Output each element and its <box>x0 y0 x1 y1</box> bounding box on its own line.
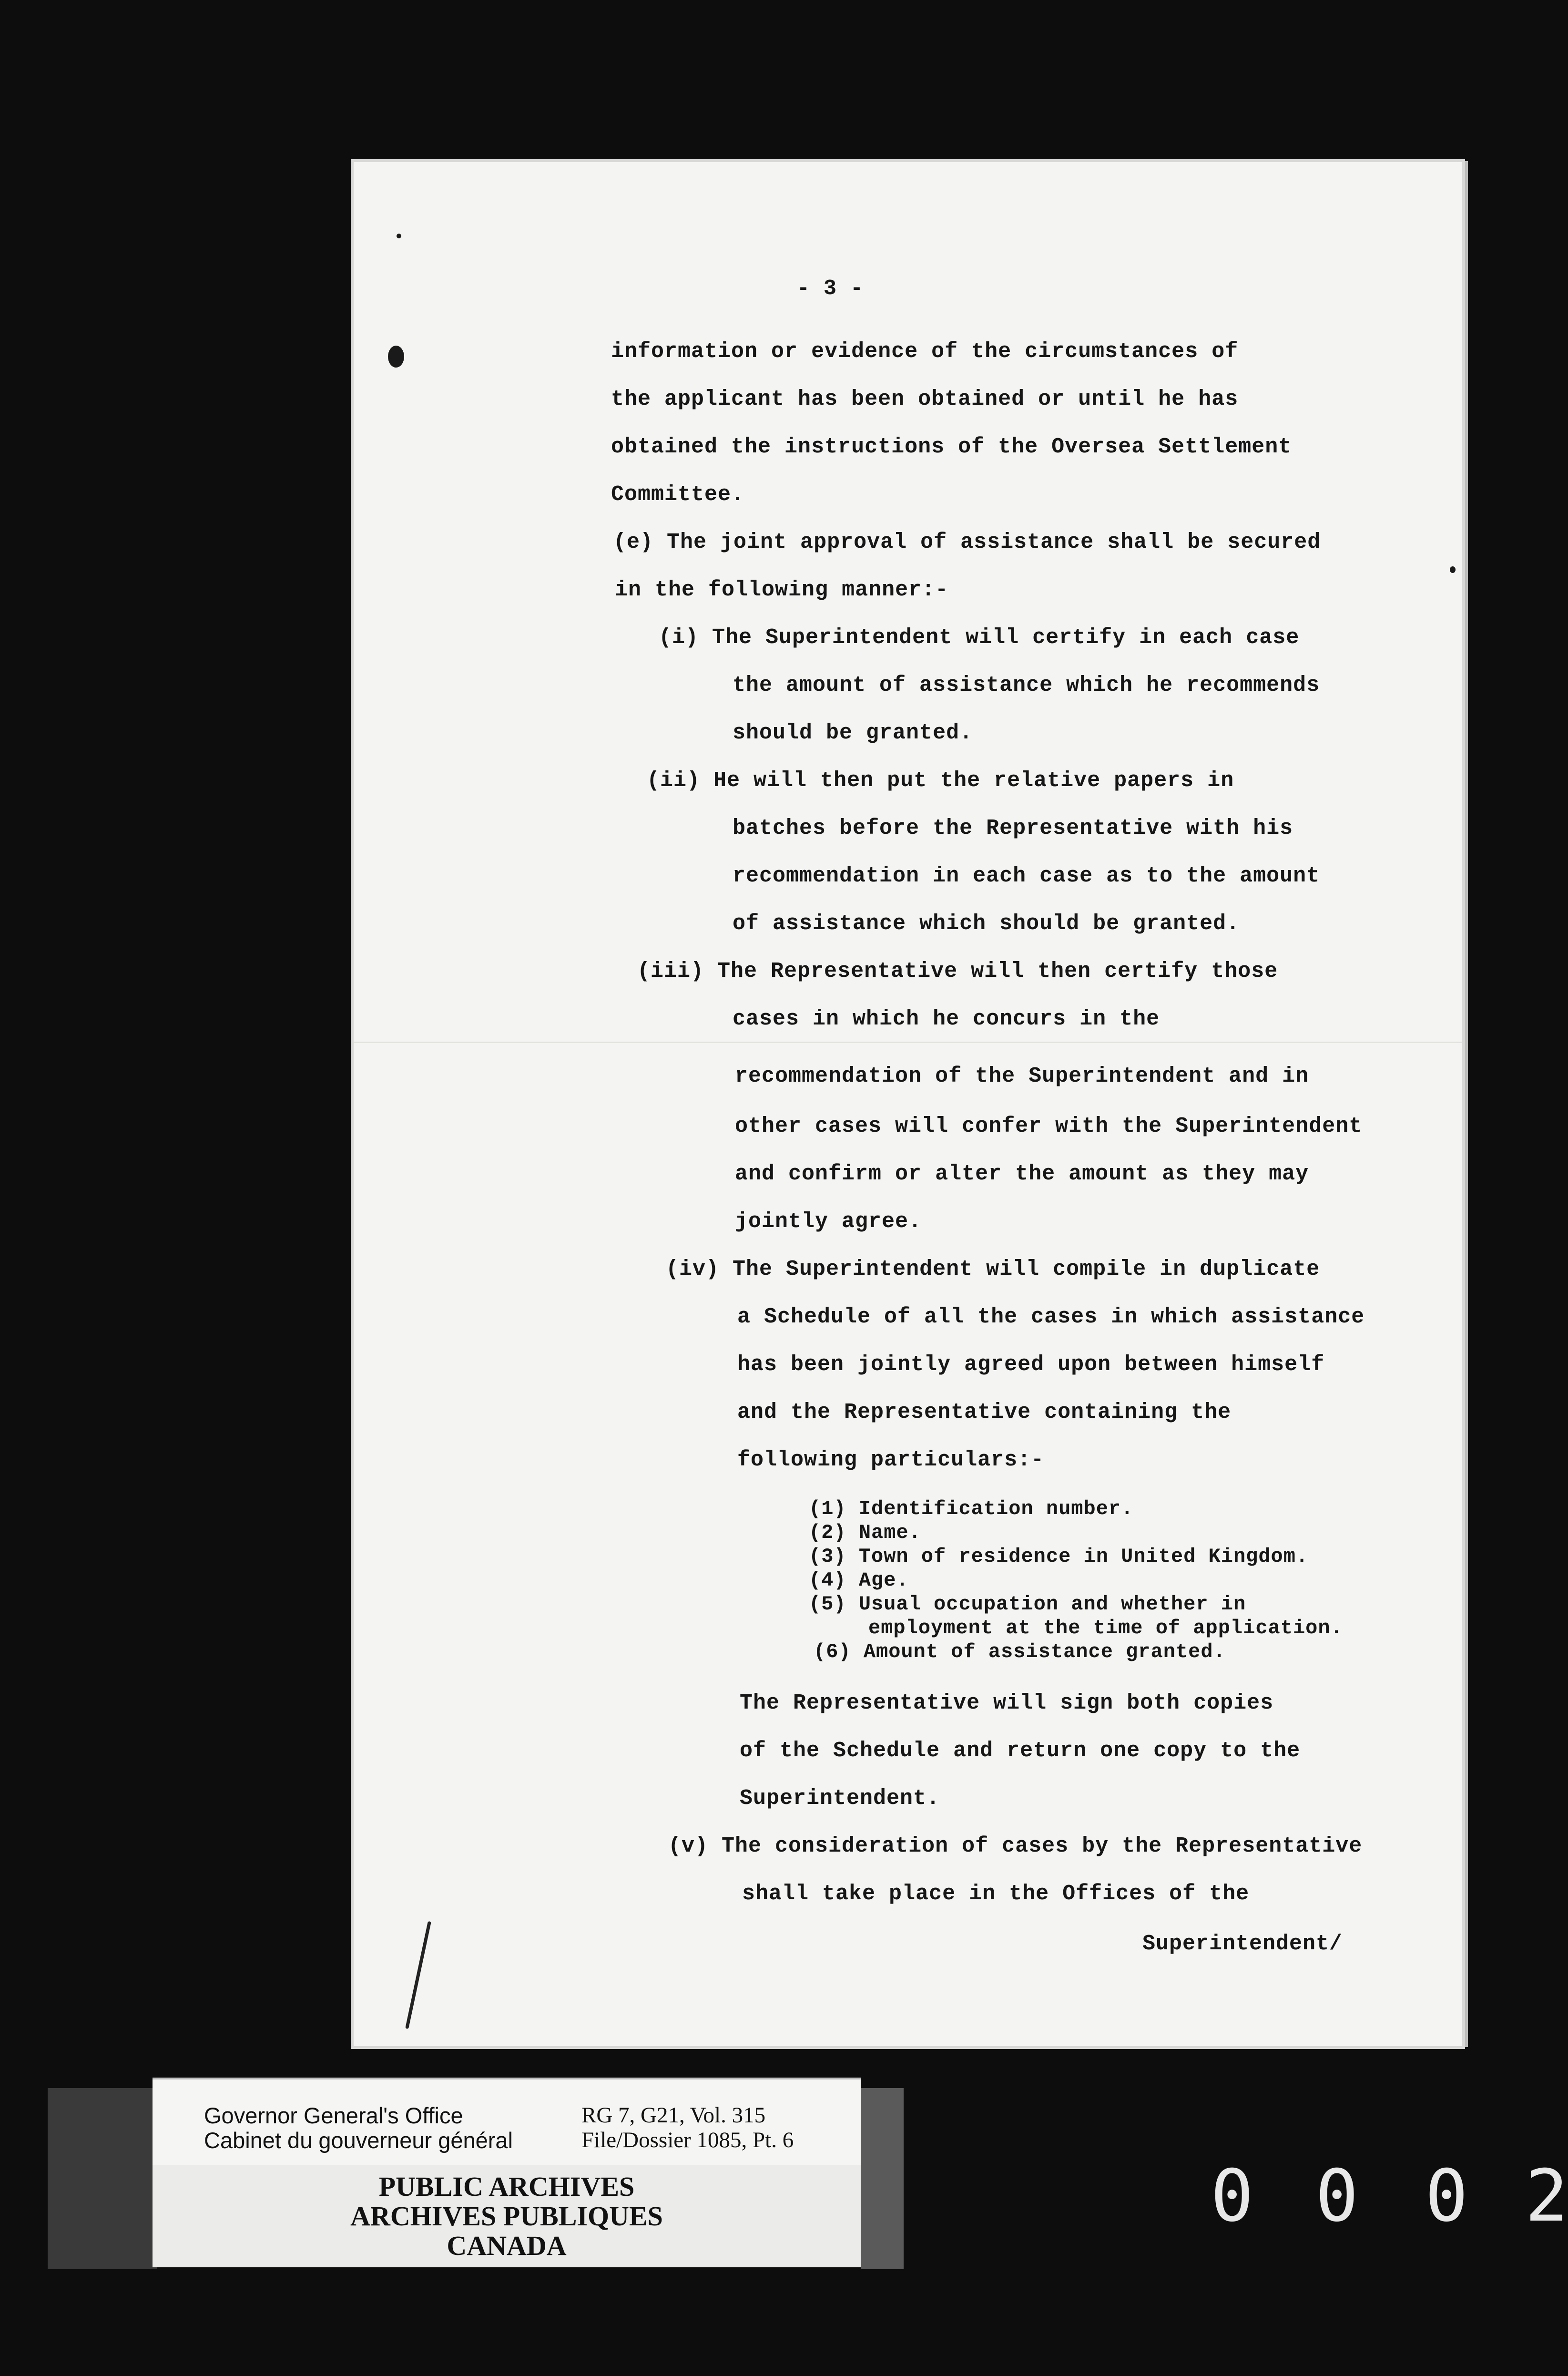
text-line: the amount of assistance which he recommends <box>733 673 1320 697</box>
office-name-fr: Cabinet du gouverneur général <box>204 2128 513 2153</box>
text-line: recommendation of the Superintendent and in <box>735 1064 1309 1088</box>
catchword: Superintendent/ <box>1142 1932 1343 1956</box>
text-line: The Representative will sign both copies <box>740 1691 1274 1715</box>
list-item: (2) Name. <box>809 1521 921 1544</box>
text-line: (e) The joint approval of assistance shall be secured <box>613 530 1321 554</box>
text-line: recommendation in each case as to the amount <box>733 864 1320 888</box>
film-edge <box>861 2088 904 2269</box>
punch-hole-mark <box>388 346 404 368</box>
text-line: information or evidence of the circumstances of <box>611 339 1239 364</box>
frame-counter-digit: 2 <box>1525 2155 1568 2238</box>
text-line: (ii) He will then put the relative papers in <box>647 768 1234 793</box>
file-reference: File/Dossier 1085, Pt. 6 <box>581 2128 794 2152</box>
frame-counter-digit: 0 <box>1425 2155 1468 2238</box>
text-line: has been jointly agreed upon between himself <box>737 1352 1325 1377</box>
text-line: and confirm or alter the amount as they may <box>735 1162 1309 1186</box>
stamp-line-3: CANADA <box>447 2230 567 2261</box>
pen-mark <box>405 1921 431 2029</box>
list-item: (1) Identification number. <box>809 1497 1134 1520</box>
page-number: - 3 - <box>797 277 864 301</box>
ink-speck <box>1450 566 1456 573</box>
fold-line <box>354 1042 1462 1043</box>
text-line: of the Schedule and return one copy to the <box>740 1739 1301 1763</box>
text-line: cases in which he concurs in the <box>733 1007 1160 1031</box>
archive-reference-label <box>153 2078 861 2166</box>
text-line: following particulars:- <box>737 1448 1045 1472</box>
document-page <box>354 162 1462 2046</box>
text-line: Committee. <box>611 482 745 507</box>
stamp-line-1: PUBLIC ARCHIVES <box>378 2171 635 2202</box>
list-item-continuation: employment at the time of application. <box>868 1617 1343 1639</box>
film-edge <box>48 2088 157 2269</box>
text-line: jointly agree. <box>735 1209 922 1234</box>
ink-speck <box>397 234 401 238</box>
record-group-reference: RG 7, G21, Vol. 315 <box>581 2103 766 2128</box>
list-item: (3) Town of residence in United Kingdom. <box>809 1545 1309 1568</box>
frame-counter-digit: 0 <box>1315 2155 1359 2238</box>
text-line: a Schedule of all the cases in which assistance <box>737 1305 1365 1329</box>
text-line: obtained the instructions of the Oversea Settlement <box>611 435 1292 459</box>
text-line: other cases will confer with the Superintendent <box>735 1114 1363 1138</box>
text-line: (i) The Superintendent will certify in each case <box>659 625 1300 650</box>
list-item: (4) Age. <box>809 1569 909 1592</box>
text-line: and the Representative containing the <box>737 1400 1232 1424</box>
list-item: (5) Usual occupation and whether in <box>809 1593 1246 1616</box>
text-line: in the following manner:- <box>615 578 949 602</box>
text-line: (iii) The Representative will then certify those <box>637 959 1278 983</box>
text-line: (iv) The Superintendent will compile in duplicate <box>666 1257 1320 1281</box>
list-item: (6) Amount of assistance granted. <box>814 1640 1226 1663</box>
text-line: the applicant has been obtained or until he has <box>611 387 1239 411</box>
text-line: Superintendent. <box>740 1786 940 1811</box>
text-line: (v) The consideration of cases by the Representative <box>668 1834 1363 1858</box>
text-line: batches before the Representative with his <box>733 816 1293 840</box>
stamp-line-2: ARCHIVES PUBLIQUES <box>350 2201 663 2232</box>
frame-counter-digit: 0 <box>1211 2155 1254 2238</box>
archives-stamp <box>153 2165 861 2267</box>
office-name-en: Governor General's Office <box>204 2103 463 2128</box>
text-line: should be granted. <box>733 721 973 745</box>
text-line: shall take place in the Offices of the <box>742 1882 1250 1906</box>
text-line: of assistance which should be granted. <box>733 911 1240 936</box>
